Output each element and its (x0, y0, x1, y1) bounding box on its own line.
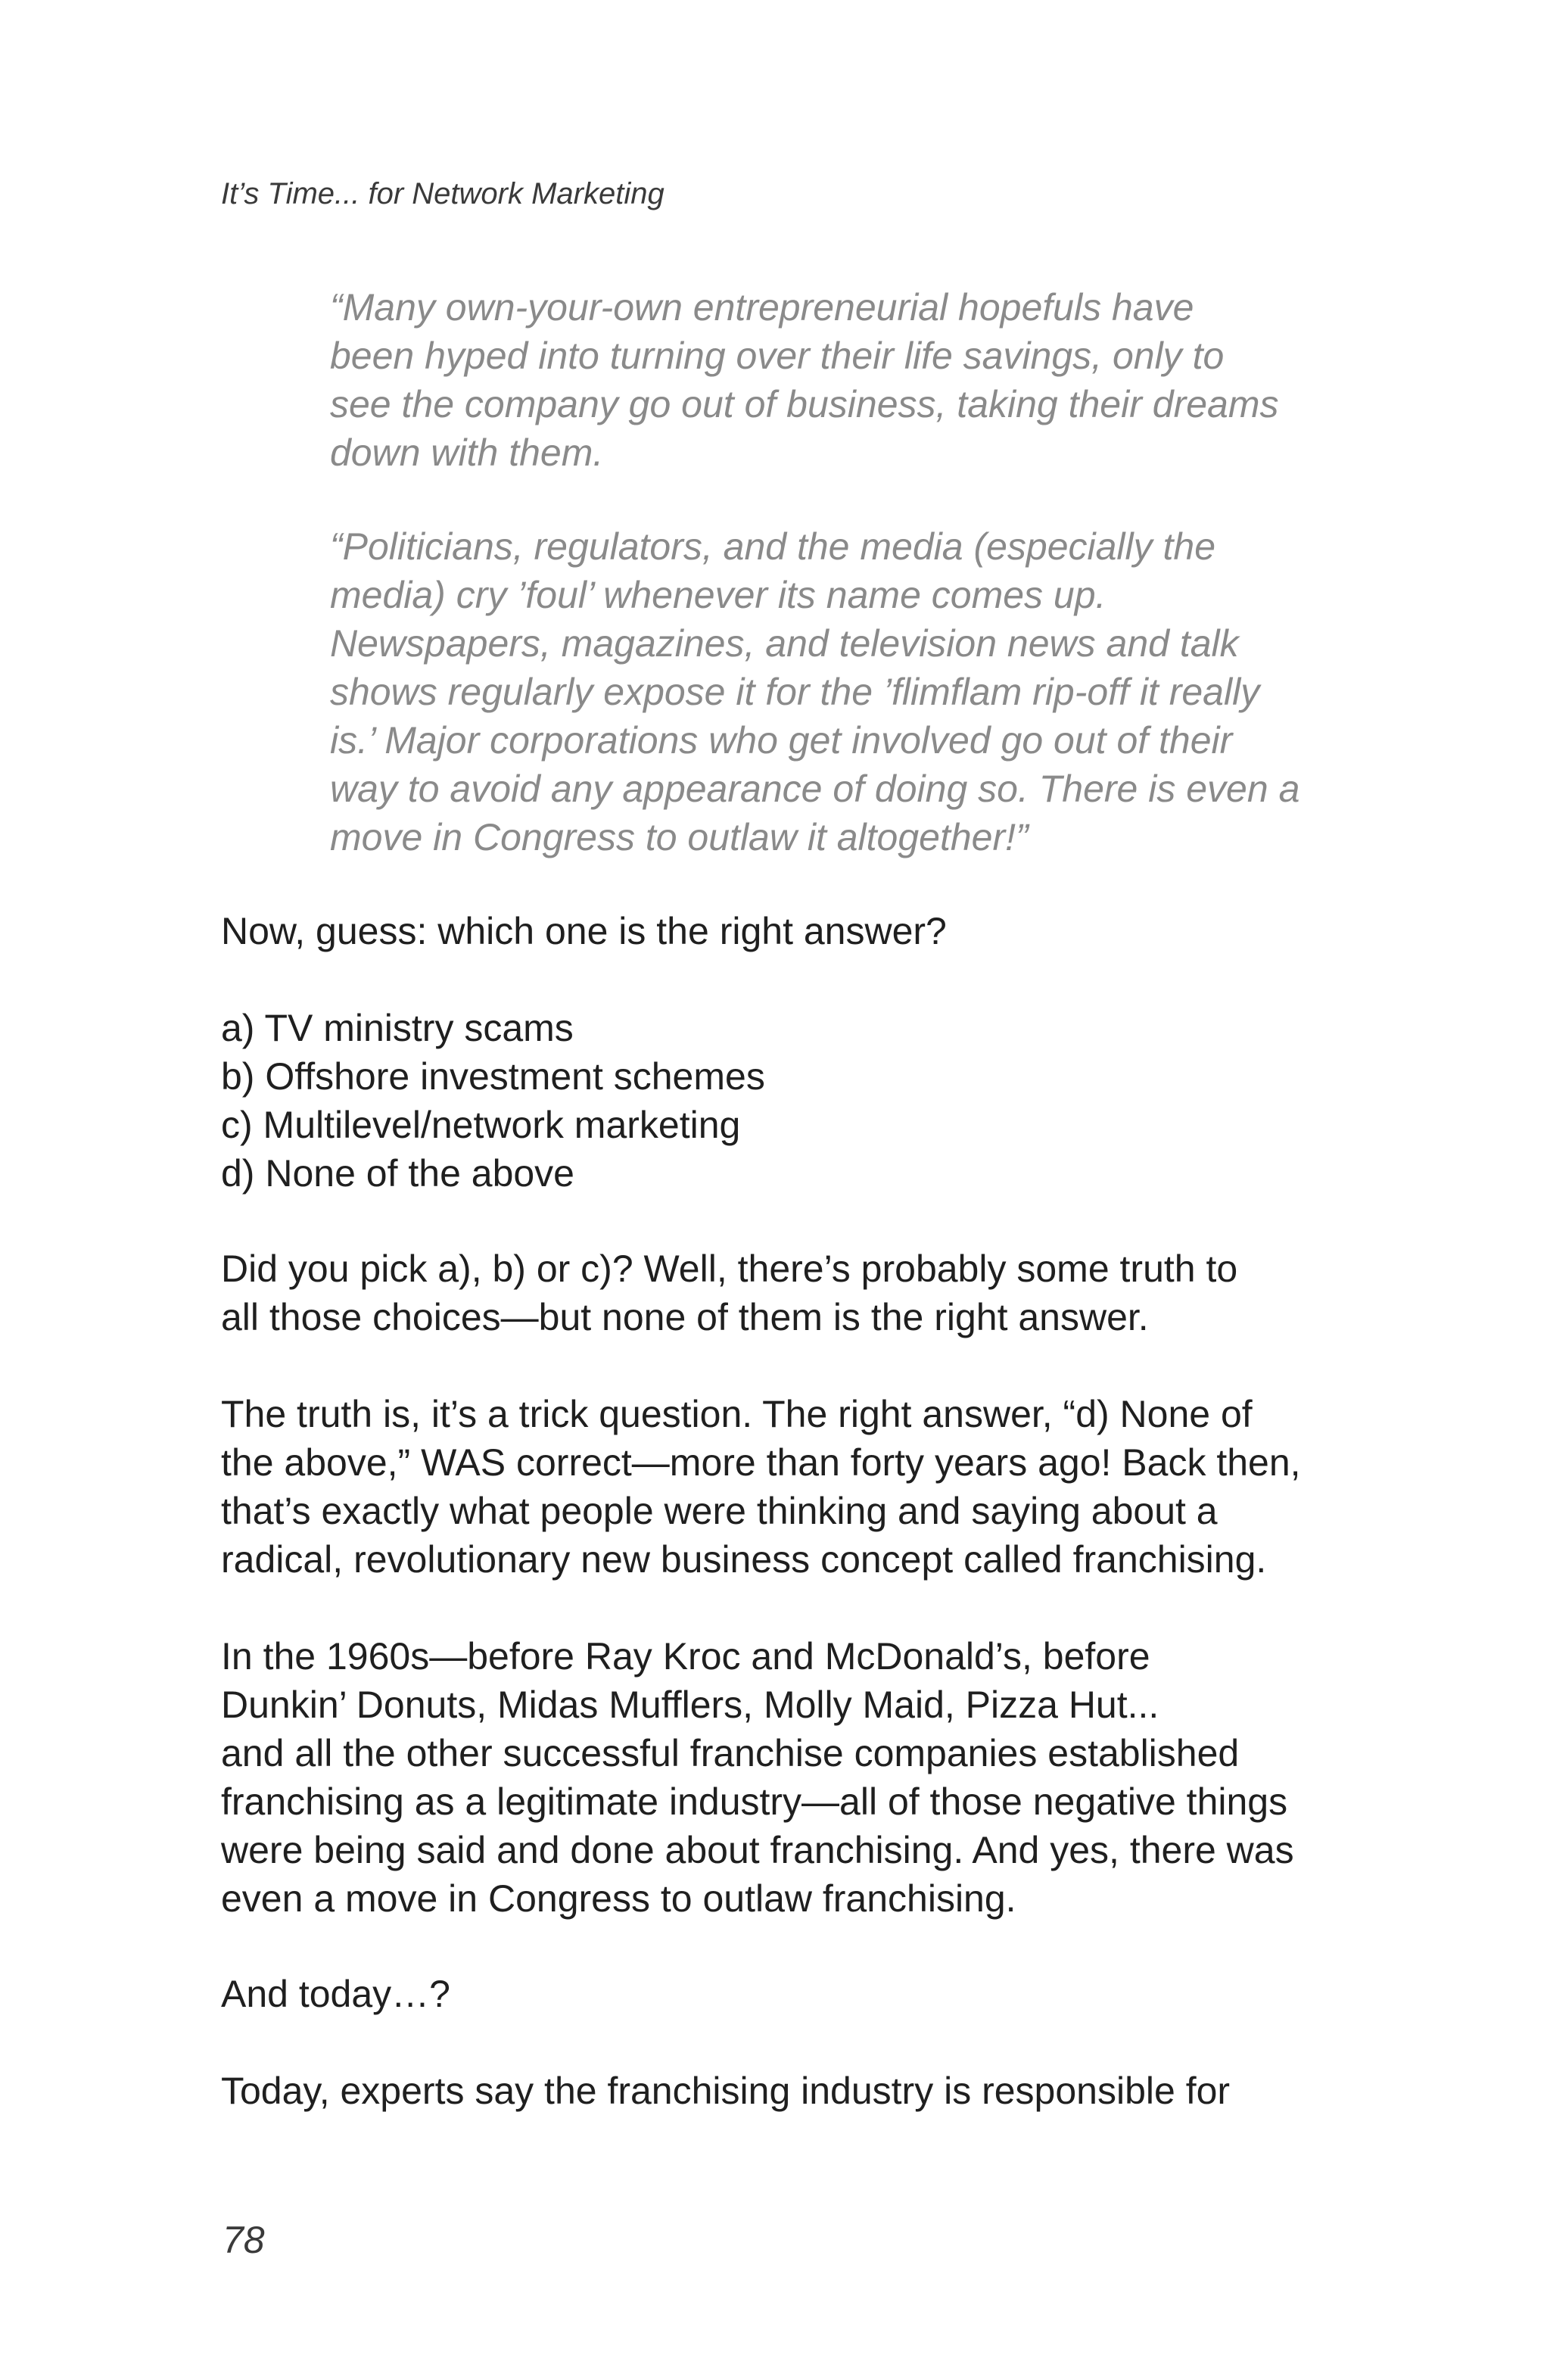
choice-item-b: b) Offshore investment schemes (221, 1055, 765, 1098)
page-number: 78 (223, 2219, 265, 2261)
paragraph-line: radical, revolutionary new business concept called franchising. (221, 1538, 1267, 1581)
paragraph-line: The truth is, it’s a trick question. The right answer, “d) None of (221, 1393, 1253, 1435)
quote-line: see the company go out of business, taking their dreams (330, 383, 1279, 425)
paragraph-line: and all the other successful franchise companies established (221, 1732, 1240, 1774)
pick-paragraph (221, 1245, 1356, 1341)
quote-line: move in Congress to outlaw it altogether!” (330, 816, 1029, 858)
quote-line: is.’ Major corporations who get involved go out of their (330, 719, 1233, 762)
choice-item-d: d) None of the above (221, 1152, 574, 1195)
quote-line: shows regularly expose it for the ’flimflam rip-off it really (330, 671, 1260, 713)
answer-choices-list (221, 1004, 1356, 1198)
paragraph-line: that’s exactly what people were thinking and saying about a (221, 1490, 1218, 1532)
paragraph-line: all those choices—but none of them is the right answer. (221, 1296, 1149, 1338)
quote-line: way to avoid any appearance of doing so. There is even a (330, 768, 1300, 810)
quote-line: down with them. (330, 431, 604, 474)
paragraph-line: franchising as a legitimate industry—all of those negative things (221, 1780, 1288, 1823)
choice-item-a: a) TV ministry scams (221, 1007, 574, 1049)
quote-line: “Many own-your-own entrepreneurial hopefuls have (330, 286, 1194, 329)
quote-line: media) cry ’foul’ whenever its name comes up. (330, 574, 1106, 616)
quote-block-2 (330, 522, 1344, 861)
choice-item-c: c) Multilevel/network marketing (221, 1104, 741, 1146)
quote-line: been hyped into turning over their life savings, only to (330, 335, 1225, 377)
paragraph-line: even a move in Congress to outlaw franchising. (221, 1877, 1016, 1920)
quote-line: “Politicians, regulators, and the media (especially the (330, 525, 1216, 568)
sixties-paragraph (221, 1632, 1356, 1923)
paragraph-line: Did you pick a), b) or c)? Well, there’s probably some truth to (221, 1248, 1238, 1290)
today-paragraph (221, 2067, 1356, 2115)
paragraph-line: Dunkin’ Donuts, Midas Mufflers, Molly Maid, Pizza Hut... (221, 1684, 1159, 1726)
running-head: It’s Time... for Network Marketing (221, 177, 665, 210)
today-question-paragraph (221, 1970, 1356, 2018)
quote-block-1 (330, 283, 1344, 477)
quote-line: Newspapers, magazines, and television news and talk (330, 622, 1239, 665)
paragraph-line: the above,” WAS correct—more than forty years ago! Back then, (221, 1441, 1301, 1484)
paragraph-line: And today…? (221, 1973, 450, 2015)
paragraph-line: In the 1960s—before Ray Kroc and McDonald’s, before (221, 1635, 1150, 1678)
paragraph-line: were being said and done about franchising. And yes, there was (221, 1829, 1294, 1871)
truth-paragraph (221, 1390, 1356, 1584)
question-paragraph (221, 907, 1356, 955)
question-text: Now, guess: which one is the right answer? (221, 910, 947, 952)
paragraph-line: Today, experts say the franchising industry is responsible for (221, 2070, 1231, 2112)
